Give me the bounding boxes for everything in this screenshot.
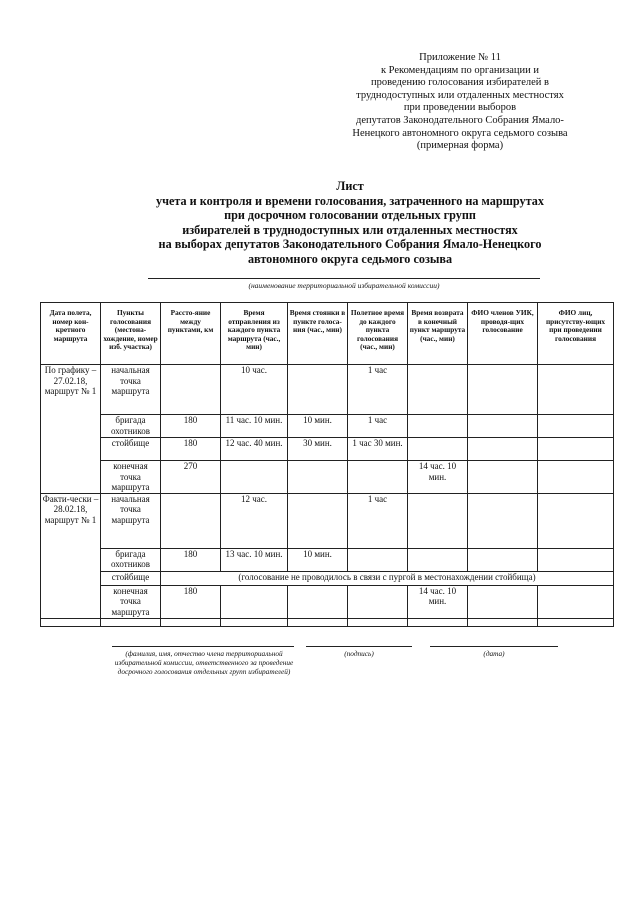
table-row <box>41 585 614 618</box>
title-line: учета и контроля и времени голосования, затраченного на маршрутах <box>156 193 544 208</box>
table-cell <box>161 493 221 548</box>
table-cell: 30 мин. <box>288 438 348 461</box>
table-cell <box>408 365 468 415</box>
table-cell <box>468 618 538 626</box>
title-line: на выборах депутатов Законодательного Собрания Ямало-Ненецкого <box>158 237 542 251</box>
route-date-cell: По графику – 27.02.18, маршрут № 1 <box>41 365 101 494</box>
date-line <box>430 646 558 647</box>
table-cell <box>408 493 468 548</box>
table-row <box>41 415 614 438</box>
table-cell <box>538 415 614 438</box>
title-line: избирателей в труднодоступных или отдаленных местностях <box>182 222 518 237</box>
column-header: Полетное время до каждого пункта голосования (час., мин) <box>348 303 408 365</box>
table-cell <box>408 438 468 461</box>
table-cell <box>468 365 538 415</box>
table-cell <box>221 585 288 618</box>
commission-name-line <box>148 278 540 279</box>
name-caption: (фамилия, имя, отчество члена территориальной избирательной комиссии, ответственного за проведение досрочного голосования отдельных групп избирателей) <box>114 649 294 676</box>
table-cell: бригада охотников <box>101 548 161 571</box>
table-cell: 1 час 30 мин. <box>348 438 408 461</box>
table-cell <box>161 365 221 415</box>
column-header: Рассто-яние между пунктами, км <box>161 303 221 365</box>
appendix-block <box>300 52 620 153</box>
table-cell <box>348 548 408 571</box>
table-cell <box>288 618 348 626</box>
table-cell: 10 мин. <box>288 415 348 438</box>
table-cell: 10 мин. <box>288 548 348 571</box>
table-cell <box>288 365 348 415</box>
cancel-note: (голосование не проводилось в связи с пургой в местонахождении стойбища) <box>161 571 614 585</box>
table-row-empty <box>41 618 614 626</box>
table-cell <box>408 548 468 571</box>
table-header-row <box>41 303 614 365</box>
appendix-line: Ненецкого автономного округа седьмого созыва <box>352 127 568 139</box>
column-header: Время отправления из каждого пункта маршрута (час., мин) <box>221 303 288 365</box>
table-cell: 180 <box>161 585 221 618</box>
table-cell <box>288 493 348 548</box>
column-header: ФИО членов УИК, проводя-щих голосование <box>468 303 538 365</box>
table-cell <box>538 438 614 461</box>
table-cell <box>538 548 614 571</box>
appendix-line: труднодоступных или отдаленных местностях <box>356 89 564 101</box>
table-cell: 14 час. 10 мин. <box>408 461 468 494</box>
table-cell <box>348 618 408 626</box>
column-header: Время стоянки в пункте голоса-ния (час., мин) <box>288 303 348 365</box>
title-line: при досрочном голосовании отдельных групп <box>224 208 476 222</box>
table-cell: бригада охотников <box>101 415 161 438</box>
column-header: ФИО лиц, присутству-ющих при проведении голосования <box>538 303 614 365</box>
appendix-line: (примерная форма) <box>416 140 504 152</box>
table-cell <box>161 618 221 626</box>
table-cell: стойбище <box>101 571 161 585</box>
route-log-table <box>40 302 614 627</box>
table-cell: 13 час. 10 мин. <box>221 548 288 571</box>
table-cell <box>468 585 538 618</box>
table-cell: 11 час. 10 мин. <box>221 415 288 438</box>
column-header: Дата полета, номер кон-кретного маршрута <box>41 303 101 365</box>
appendix-line: депутатов Законодательного Собрания Ямало- <box>356 114 564 126</box>
table-cell: стойбище <box>101 438 161 461</box>
table-cell: 10 час. <box>221 365 288 415</box>
signature-caption: (подпись) <box>344 649 374 658</box>
table-cell: 1 час <box>348 415 408 438</box>
table-cell: 1 час <box>348 493 408 548</box>
date-caption: (дата) <box>483 649 505 658</box>
table-cell <box>408 415 468 438</box>
table-cell <box>101 618 161 626</box>
table-cell <box>221 461 288 494</box>
table-cell <box>468 438 538 461</box>
table-row <box>41 493 614 548</box>
appendix-line: Приложение № 11 <box>419 52 501 63</box>
table-cell: 12 час. 40 мин. <box>221 438 288 461</box>
table-cell <box>468 415 538 438</box>
table-cell <box>538 365 614 415</box>
table-cell: конечная точка маршрута <box>101 461 161 494</box>
table-cell <box>538 461 614 494</box>
title-line: Лист <box>336 179 364 193</box>
document-title <box>90 179 610 266</box>
table-cell <box>538 585 614 618</box>
appendix-line: к Рекомендациям по организации и <box>380 64 540 76</box>
table-cell <box>468 461 538 494</box>
table-cell <box>348 461 408 494</box>
signature-line <box>306 646 412 647</box>
column-header: Пункты голосования (местона-хождение, номер изб. участка) <box>101 303 161 365</box>
table-cell <box>468 548 538 571</box>
route-date-cell: Факти-чески – 28.02.18, маршрут № 1 <box>41 493 101 618</box>
table-cell: начальная точка маршрута <box>101 493 161 548</box>
table-cell <box>538 493 614 548</box>
table-cell: начальная точка маршрута <box>101 365 161 415</box>
table-cell: 180 <box>161 415 221 438</box>
table-cell: 1 час <box>348 365 408 415</box>
table-cell <box>348 585 408 618</box>
appendix-line: при проведении выборов <box>403 102 517 114</box>
table-cell: 270 <box>161 461 221 494</box>
table-cell: конечная точка маршрута <box>101 585 161 618</box>
table-cell <box>288 461 348 494</box>
appendix-line: проведению голосования избирателей в <box>371 77 549 89</box>
commission-caption: (наименование территориальной избирательной комиссии) <box>248 281 440 290</box>
table-cell <box>41 618 101 626</box>
table-cell <box>221 618 288 626</box>
table-cell <box>468 493 538 548</box>
table-cell: 180 <box>161 548 221 571</box>
column-header: Время возврата в конечный пункт маршрута (час., мин) <box>408 303 468 365</box>
table-cell: 12 час. <box>221 493 288 548</box>
table-row <box>41 438 614 461</box>
title-line: автономного округа седьмого созыва <box>247 251 453 266</box>
table-cell: 180 <box>161 438 221 461</box>
table-cell <box>288 585 348 618</box>
table-row <box>41 571 614 585</box>
table-cell <box>408 618 468 626</box>
table-row <box>41 548 614 571</box>
table-row <box>41 365 614 415</box>
table-cell <box>538 618 614 626</box>
name-signature-line <box>112 646 294 647</box>
table-cell: 14 час. 10 мин. <box>408 585 468 618</box>
table-row <box>41 461 614 494</box>
